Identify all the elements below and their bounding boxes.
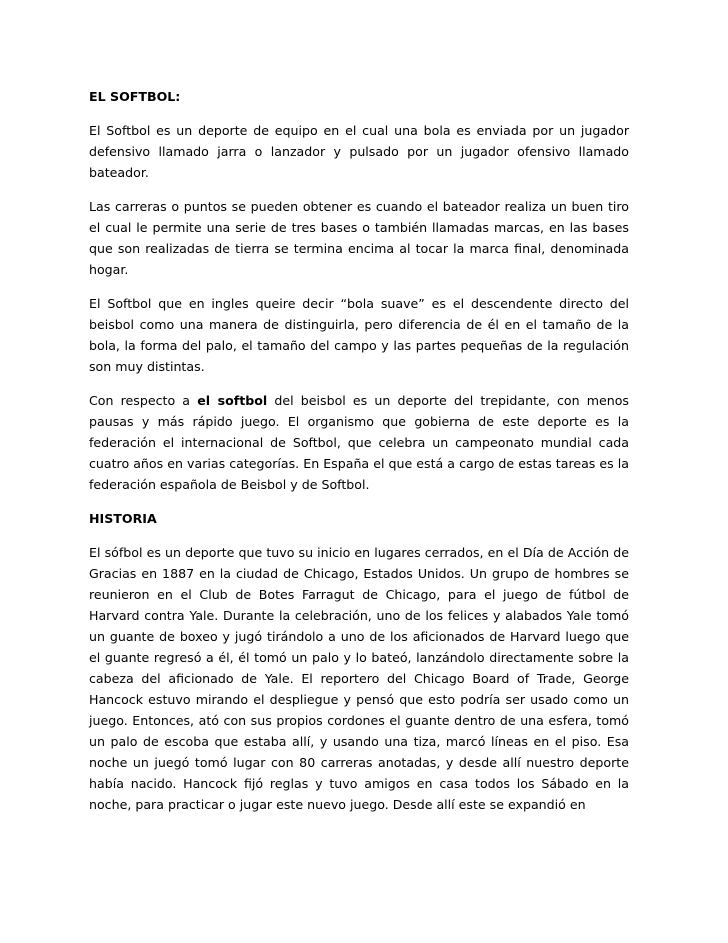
document-title: EL SOFTBOL: xyxy=(89,89,181,104)
section-heading-historia: HISTORIA xyxy=(89,511,157,526)
document-page xyxy=(89,86,629,815)
paragraph-federation-rest: del beisbol es un deporte del trepidante, con menos pausas y más rápido juego. El organismo que gobierna de este deporte es la federación el internacional de Softbol, que celebra un campeonato mundial cada cuatro años en varias categorías. En España el que está a cargo de estas tareas es la federación española de Beisbol y de Softbol. xyxy=(89,393,629,492)
bold-term-el-softbol: el softbol xyxy=(197,393,268,408)
paragraph-history: El sófbol es un deporte que tuvo su inicio en lugares cerrados, en el Día de Acción de Gracias en 1887 en la ciudad de Chicago, Estados Unidos. Un grupo de hombres se reunieron en el Club de Botes Farragut de Chicago, para el juego de fútbol de Harvard contra Yale. Durante la celebración, uno de los felices y alabados Yale tomó un guante de boxeo y jugó tirándolo a uno de los aficionados de Harvard luego que el guante regresó a él, él tomó un palo y lo bateó, lanzándolo directamente sobre la cabeza del aficionado de Yale. El reportero del Chicago Board of Trade, George Hancock estuvo mirando el despliegue y pensó que esto podría ser usado como un juego. Entonces, ató con sus propios cordones el guante dentro de una esfera, tomó un palo de escoba que estaba allí, y usando una tiza, marcó líneas en el piso. Esa noche un juegó tomó lugar con 80 carreras anotadas, y desde allí nuestro deporte había nacido. Hancock fijó reglas y tuvo amigos en casa todos los Sábado en la noche, para practicar o jugar este nuevo juego. Desde allí este se expandió en xyxy=(89,545,629,812)
paragraph-federation xyxy=(89,390,629,495)
paragraph-scoring: Las carreras o puntos se pueden obtener es cuando el bateador realiza un buen tiro el cual le permite una serie de tres bases o también llamadas marcas, en las bases que son realizadas de tierra se termina encima al tocar la marca final, denominada hogar. xyxy=(89,199,629,277)
paragraph-federation-start: Con respecto a xyxy=(89,393,198,408)
paragraph-definition: El Softbol es un deporte de equipo en el cual una bola es enviada por un jugador defensivo llamado jarra o lanzador y pulsado por un jugador ofensivo llamado bateador. xyxy=(89,123,629,180)
paragraph-origin-name: El Softbol que en ingles queire decir “bola suave” es el descendente directo del beisbol como una manera de distinguirla, pero diferencia de él en el tamaño de la bola, la forma del palo, el tamaño del campo y las partes pequeñas de la regulación son muy distintas. xyxy=(89,296,629,374)
